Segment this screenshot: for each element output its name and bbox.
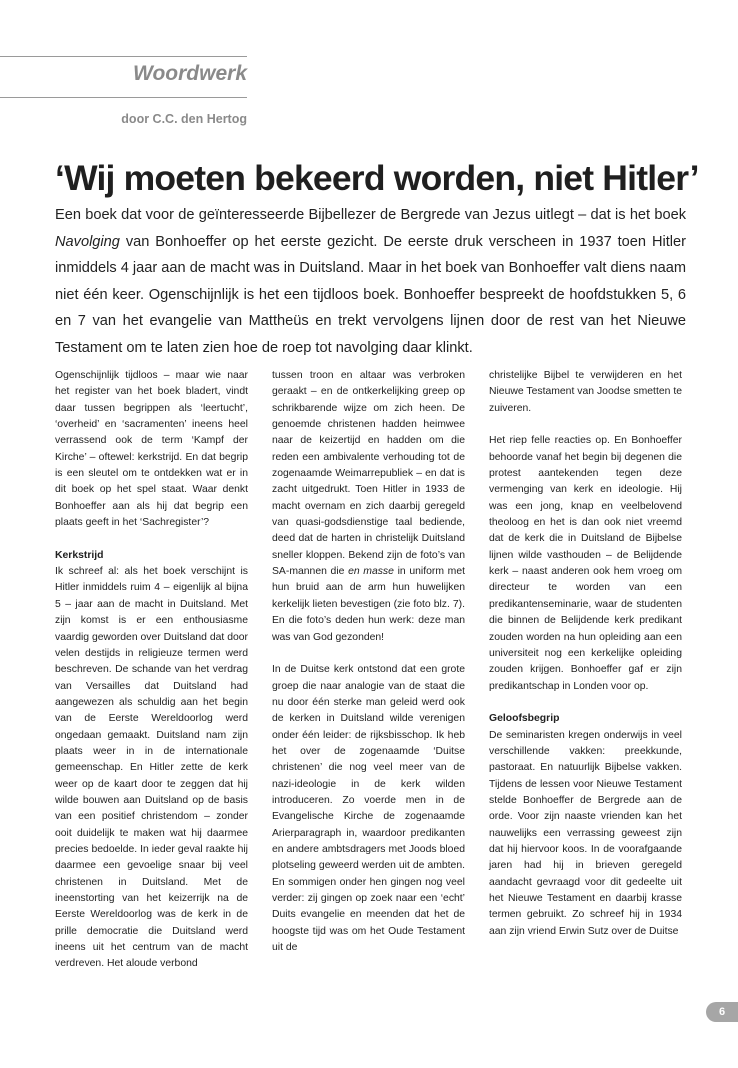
col2-p1-italic: en masse: [348, 566, 394, 578]
lead-text-rest: van Bonhoeffer op het eerste gezicht. De eerste druk verscheen in 1937 toen Hitler inmiddels 4 jaar aan de macht was in Duitsland. Maar in het boek van Bonhoeffer valt diens naam niet één keer. Ogenschijnlijk is het een tijdloos boek. Bonhoeffer bespreekt de hoofdstukken 5, 6 en 7 van het evangelie van Mattheüs en trekt vervolgens lijnen door de rest van het Nieuwe Testament om te laten zien hoe de roep tot navolging daar klinkt.: [55, 233, 686, 356]
col2-paragraph-2: In de Duitse kerk ontstond dat een grote groep die naar analogie van de staat die nu door één sterke man geleid werd ook de kerken in Duitsland wilde verenigen onder één leider: de rijksbisschop. Ik heb het over de zogenaamde ‘Duitse christenen’ die nog veel meer van de nazi-ideologie in de kerk wilden introduceren. Zo voerde men in de Evangelische Kirche de zogenaamde Arierparagraph in, waardoor predikanten en andere ambtsdragers met Joods bloed plotseling geweerd werden uit de ambten. En sommigen onder hen gingen nog veel verder: zij gingen op zoek naar een ‘echt’ Duits evangelie en meenden dat het de hoogste tijd was om het Oude Testament uit de: [272, 664, 465, 954]
col3-paragraph-2: Het riep felle reacties op. En Bonhoeffer behoorde vanaf het begin bij degenen die protest aantekenden tegen deze vermenging van kerk en ideologie. Hij was een jong, knap en veelbelovend theoloog en het is dan ook niet vreemd dat de kerk die in Duitsland de Bijbelse lijnen wilde vasthouden – de Belijdende kerk – naast anderen ook hem vroeg om directeur te worden van een predikantenseminarie, waar de studenten die binnen de Belijdende kerk predikant zouden worden na hun opleiding aan een universiteit nog een kerkelijke opleiding zouden krijgen. Bonhoeffer gaf er zijn predikantschap in Londen voor op.: [489, 435, 682, 692]
col1-paragraph-1: Ogenschijnlijk tijdloos – maar wie naar het register van het boek bladert, vindt daar tussen begrippen als ‘leertucht’, ‘overheid’ en ‘sacramenten’ ineens heel verrassend ook de term ‘Kampf der Kirche’ – oftewel: kerkstrijd. En dat begrip is een sleutel om te ontdekken wat er in dit boek op het spel staat. Waar denkt Bonhoeffer aan als hij dat begrip een plaats geeft in het ‘Sachregister’?: [55, 370, 248, 529]
column-1: [55, 368, 248, 973]
lead-text-start: Een boek dat voor de geïnteresseerde Bijbellezer de Bergrede van Jezus uitlegt – dat is het boek: [55, 207, 686, 223]
col3-paragraph-1: christelijke Bijbel te verwijderen en het Nieuwe Testament van Joodse smetten te zuiveren.: [489, 370, 682, 414]
lead-book-title: Navolging: [55, 233, 120, 250]
page-number: 6: [706, 1002, 738, 1022]
col2-p1-end: in uniform met hun bruid aan de arm hun huwelijken kerkelijk lieten bevestigen (zie foto blz. 7). En die foto’s deden hun werk: deze man was van God gezonden!: [272, 566, 465, 643]
col2-paragraph-1: [272, 368, 465, 646]
lead-paragraph: [55, 202, 686, 362]
section-title: Woordwerk: [133, 62, 247, 85]
subheading-geloofsbegrip: Geloofsbegrip: [489, 713, 560, 725]
col3-paragraph-3: De seminaristen kregen onderwijs in veel verschillende vakken: preekkunde, pastoraat. En natuurlijk Bijbelse vakken. Tijdens de lessen voor Nieuwe Testament stelde Bonhoeffer de Bergrede aan de orde. Voor zijn naaste vrienden kan het nauwelijks een verrassing geweest zijn dat hij hiervoor koos. In de voorafgaande jaren had hij in brieven geregeld aandacht gevraagd voor dit gedeelte uit het Nieuwe Testament en daarbij krasse termen gebruikt. Zo schreef hij in 1934 aan zijn vriend Erwin Sutz over de Duitse: [489, 729, 682, 937]
col2-p1-start: tussen troon en altaar was verbroken geraakt – en de ontkerkelijking greep op schrikbarende wijze om zich heen. De genoemde christenen hadden heimwee naar de keizertijd en hadden om die reden een ambivalente verhouding tot de zogenaamde Weimarrepubliek – en dat is zacht uitgedrukt. Toen Hitler in 1933 de macht overnam en zich daarbij geregeld van quasi-godsdienstige taal bediende, deed dat de harten in christelijk Duitsland sneller kloppen. Bekend zijn de foto’s van SA-mannen die: [272, 370, 465, 578]
subheading-kerkstrijd: Kerkstrijd: [55, 549, 104, 561]
col1-paragraph-2: Ik schreef al: als het boek verschijnt is Hitler inmiddels ruim 4 – eigenlijk al bijna 5 – jaar aan de macht in Duitsland. Met zijn komst is er een enthousiasme vaardig geworden over Duitsland dat door velen destijds in religieuze termen werd beschreven. De schande van het verdrag van Versailles dat Duitsland had aangewezen als schuldig aan het begin van de Eerste Wereldoorlog werd ongedaan gemaakt. Duitsland nam zijn plaats weer in in de internationale gemeenschap. En Hitler zette de kerk weer op de kaart door te zeggen dat hij wilde bouwen aan Duitsland op de basis van een positief christendom – zonder ooit duidelijk te maken wat hij daarmee precies bedoelde. In ieder geval raakte hij daarmee een gevoelige snaar bij veel christenen in Duitsland. Met de ineenstorting van het keizerrijk na de Eerste Wereldoorlog was de kerk in de prille democratie die Duitsland werd ineens uit het centrum van de macht verdreven. Het aloude verbond: [55, 566, 248, 970]
column-3: [489, 368, 682, 940]
header-rule-bottom: [0, 97, 247, 98]
byline: door C.C. den Hertog: [121, 112, 247, 126]
article-title: ‘Wij moeten bekeerd worden, niet Hitler’: [55, 158, 699, 198]
header-rule-top: [0, 56, 247, 57]
column-2: [272, 368, 465, 956]
